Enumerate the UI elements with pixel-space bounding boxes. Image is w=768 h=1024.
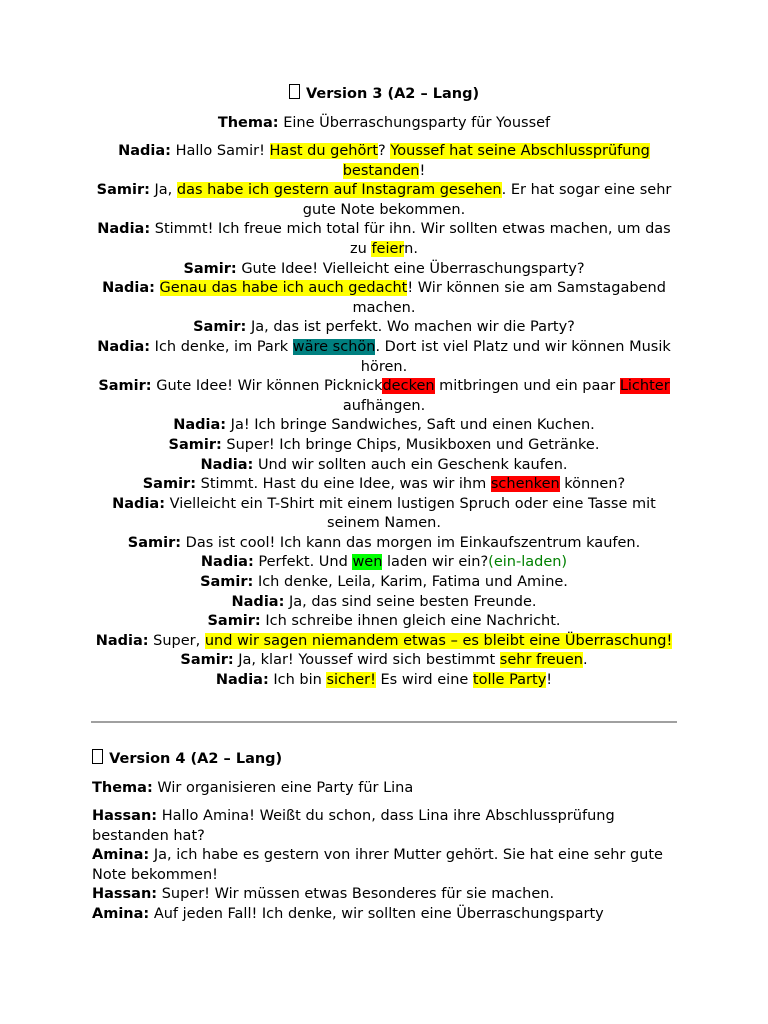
speaker-name: Nadia:: [200, 456, 254, 473]
speaker-name: Hassan:: [92, 886, 158, 903]
highlighted-text: Lichter: [619, 378, 670, 395]
speaker-name: Amina:: [92, 905, 150, 922]
dialogue-text: Perfekt. Und: [258, 554, 353, 571]
speaker-name: Samir:: [96, 182, 150, 199]
version-4-heading: [92, 749, 680, 769]
dialogue-text: Auf jeden Fall! Ich denke, wir sollten eine Überraschungsparty: [153, 905, 604, 922]
missing-glyph-icon: [289, 84, 300, 99]
speaker-name: Samir:: [207, 613, 261, 630]
speaker-name: Nadia:: [215, 672, 269, 689]
dialogue-line: [90, 338, 678, 377]
version-4-section: [92, 749, 680, 925]
speaker-name: Nadia:: [97, 338, 151, 355]
speaker-name: Samir:: [98, 378, 152, 395]
highlighted-text: tolle Party: [472, 672, 547, 689]
dialogue-text: Ja,: [154, 182, 177, 199]
version-3-section: [90, 84, 678, 691]
dialogue-text: Super,: [153, 632, 205, 649]
highlighted-text: Youssef hat seine Abschlussprüfung bestanden: [342, 143, 650, 179]
version-3-heading: [90, 84, 678, 104]
speaker-name: Nadia:: [118, 143, 171, 159]
dialogue-text: Es wird eine: [375, 672, 473, 689]
speaker-name: Samir:: [200, 574, 254, 591]
dialogue-text: ?: [378, 143, 391, 159]
dialogue-text: Das ist cool! Ich kann das morgen im Einkaufszentrum kaufen.: [185, 534, 641, 551]
speaker-name: Samir:: [168, 436, 222, 453]
dialogue-line: [92, 905, 680, 925]
version-4-dialogue: [92, 807, 680, 925]
dialogue-text: können?: [559, 476, 626, 493]
dialogue-text: Hallo Amina! Weißt du schon, dass Lina ihre Abschlussprüfung bestanden hat?: [92, 808, 615, 844]
speaker-name: Samir:: [193, 319, 247, 336]
topic-label: Thema:: [217, 115, 279, 131]
dialogue-text: Gute Idee! Wir können Picknick: [156, 378, 383, 395]
dialogue-text: laden wir ein?: [382, 554, 489, 571]
version-3-title: Version 3 (A2 – Lang): [305, 86, 480, 102]
dialogue-text: Ja, ich habe es gestern von ihrer Mutter gehört. Sie hat eine sehr gute Note bekommen!: [92, 847, 663, 883]
highlighted-text: decken: [382, 378, 435, 395]
dialogue-text: Ja! Ich bringe Sandwiches, Saft und einen Kuchen.: [230, 417, 595, 434]
dialogue-text: Ja, das ist perfekt. Wo machen wir die Party?: [250, 319, 575, 336]
speaker-name: Nadia:: [112, 495, 165, 512]
speaker-name: Samir:: [180, 652, 234, 669]
topic-text: Wir organisieren eine Party für Lina: [157, 780, 414, 796]
highlighted-text: sicher!: [326, 672, 376, 689]
dialogue-line: [90, 142, 678, 181]
dialogue-line: [90, 416, 678, 436]
topic-text: Eine Überraschungsparty für Youssef: [283, 115, 551, 131]
dialogue-text: Ich denke, Leila, Karim, Fatima und Amine.: [257, 574, 568, 591]
speaker-name: Samir:: [183, 260, 237, 277]
dialogue-line: [90, 260, 678, 280]
dialogue-line: [90, 651, 678, 671]
highlighted-text: wen: [352, 554, 383, 571]
dialogue-line: [90, 593, 678, 613]
dialogue-line: [90, 475, 678, 495]
dialogue-line: [90, 436, 678, 456]
dialogue-text: mitbringen und ein paar: [434, 378, 620, 395]
dialogue-text: Stimmt! Ich freue mich total für ihn. Wir sollten etwas machen, um das zu: [154, 221, 671, 257]
dialogue-text: n.: [404, 240, 418, 257]
highlighted-text: und wir sagen niemandem etwas – es bleibt eine Überraschung!: [204, 632, 673, 649]
dialogue-line: [90, 632, 678, 652]
dialogue-text: Ja, das sind seine besten Freunde.: [288, 593, 537, 610]
dialogue-line: [90, 377, 678, 416]
dialogue-line: [90, 612, 678, 632]
dialogue-text: !: [419, 162, 426, 179]
highlighted-text: Genau das habe ich auch gedacht: [159, 280, 408, 297]
dialogue-text: Gute Idee! Vielleicht eine Überraschungsparty?: [241, 260, 585, 277]
version-4-title: Version 4 (A2 – Lang): [109, 751, 283, 767]
version-3-dialogue: [90, 142, 678, 691]
dialogue-line: [92, 885, 680, 905]
dialogue-line: [90, 573, 678, 593]
speaker-name: Samir:: [127, 534, 182, 551]
version-4-topic: [92, 778, 680, 798]
dialogue-text: . Er hat sogar eine sehr gute Note bekommen.: [302, 182, 672, 218]
speaker-name: Nadia:: [200, 554, 254, 571]
dialogue-line: [90, 671, 678, 691]
dialogue-text: !: [546, 672, 553, 689]
highlighted-text: Hast du gehört: [269, 143, 379, 159]
speaker-name: Nadia:: [97, 221, 151, 238]
speaker-name: Nadia:: [231, 593, 285, 610]
speaker-name: Nadia:: [95, 632, 149, 649]
speaker-name: Hassan:: [92, 808, 158, 824]
dialogue-text: Ich denke, im Park: [154, 338, 293, 355]
dialogue-line: [90, 495, 678, 534]
dialogue-text: Super! Ich bringe Chips, Musikboxen und Getränke.: [226, 436, 600, 453]
missing-glyph-icon: [92, 749, 103, 764]
highlighted-text: schenken: [490, 476, 560, 493]
dialogue-line: [90, 279, 678, 318]
speaker-name: Nadia:: [102, 280, 155, 297]
dialogue-line: [90, 220, 678, 259]
dialogue-text: aufhängen.: [342, 397, 426, 414]
dialogue-line: [92, 807, 680, 846]
topic-label: Thema:: [92, 780, 153, 796]
highlighted-text: feier: [371, 240, 405, 257]
dialogue-text: Super! Wir müssen etwas Besonderes für sie machen.: [161, 886, 555, 903]
highlighted-text: sehr freuen: [499, 652, 583, 669]
dialogue-line: [90, 318, 678, 338]
speaker-name: Samir:: [142, 476, 196, 493]
dialogue-line: [92, 846, 680, 885]
speaker-name: Amina:: [92, 847, 150, 864]
speaker-name: Nadia:: [173, 417, 227, 434]
dialogue-line: [90, 534, 678, 554]
dialogue-text: Hallo Samir!: [175, 143, 270, 159]
dialogue-text: Ja, klar! Youssef wird sich bestimmt: [238, 652, 500, 669]
dialogue-line: [90, 181, 678, 220]
horizontal-divider: [91, 721, 677, 723]
dialogue-text: . Dort ist viel Platz und wir können Musik hören.: [360, 338, 671, 375]
dialogue-text: Ich schreibe ihnen gleich eine Nachricht.: [265, 613, 561, 630]
dialogue-text: Stimmt. Hast du eine Idee, was wir ihm: [200, 476, 491, 493]
dialogue-line: [90, 456, 678, 476]
highlighted-text: wäre schön: [292, 338, 376, 355]
dialogue-text: Und wir sollten auch ein Geschenk kaufen.: [257, 456, 568, 473]
version-3-topic: [90, 113, 678, 133]
dialogue-text: Ich bin: [273, 672, 327, 689]
dialogue-text: ! Wir können sie am Samstagabend machen.: [352, 280, 666, 316]
dialogue-text: .: [583, 652, 588, 669]
annotation-text: (ein-laden): [488, 554, 568, 571]
highlighted-text: das habe ich gestern auf Instagram gesehen: [176, 182, 502, 199]
dialogue-text: Vielleicht ein T-Shirt mit einem lustigen Spruch oder eine Tasse mit seinem Namen.: [169, 495, 656, 532]
dialogue-line: [90, 553, 678, 573]
